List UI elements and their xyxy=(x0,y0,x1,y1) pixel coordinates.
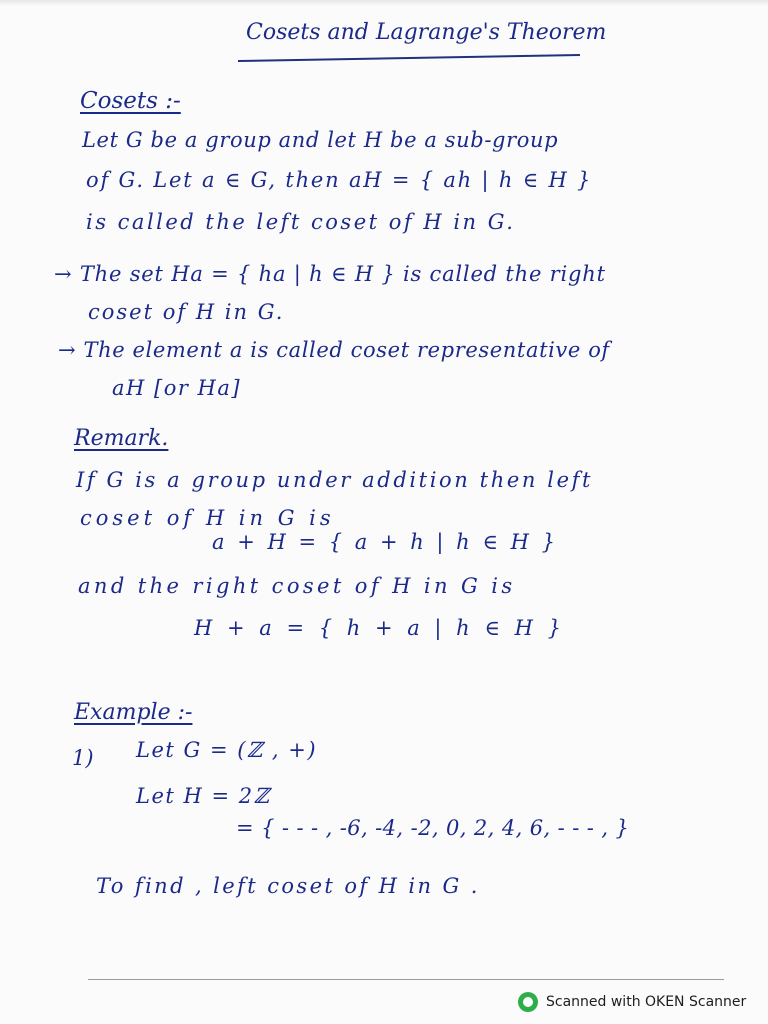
right-coset-formula: H + a = { h + a | h ∈ H } xyxy=(194,616,565,640)
oken-scanner-logo-icon xyxy=(518,992,538,1012)
remark-line-4: and the right coset of H in G is xyxy=(78,574,516,598)
representative-note-line-1: → The element a is called coset representative of xyxy=(58,338,610,362)
representative-note-line-2: aH [or Ha] xyxy=(112,376,242,400)
cosets-line-3: is called the left coset of H in G. xyxy=(86,210,516,234)
scanner-watermark xyxy=(518,990,746,1014)
title-underline xyxy=(238,54,580,62)
remark-heading: Remark. xyxy=(74,426,169,451)
right-coset-note-line-1: → The set Ha = { ha | h ∈ H } is called the right xyxy=(54,262,606,286)
remark-line-2: coset of H in G is xyxy=(80,506,335,530)
example-number: 1) xyxy=(72,746,94,770)
right-coset-note-line-2: coset of H in G. xyxy=(88,300,285,324)
example-line-2: Let H = 2ℤ xyxy=(136,784,271,808)
example-line-1: Let G = (ℤ , +) xyxy=(136,738,318,762)
paper-top-edge xyxy=(0,0,768,6)
cosets-line-1: Let G be a group and let H be a sub-group xyxy=(82,128,559,152)
example-set-listing: = { - - - , -6, -4, -2, 0, 2, 4, 6, - - - , } xyxy=(236,816,630,840)
remark-line-1: If G is a group under addition then left xyxy=(76,468,594,492)
cosets-line-2: of G. Let a ∈ G, then aH = { ah | h ∈ H } xyxy=(86,168,593,192)
scanner-watermark-text: Scanned with OKEN Scanner xyxy=(546,994,747,1010)
cosets-heading: Cosets :- xyxy=(80,88,181,114)
example-line-4: To find , left coset of H in G . xyxy=(96,874,480,898)
page-bottom-rule xyxy=(88,979,724,980)
page-title: Cosets and Lagrange's Theorem xyxy=(246,20,607,45)
left-coset-formula: a + H = { a + h | h ∈ H } xyxy=(212,530,558,554)
example-heading: Example :- xyxy=(74,700,193,725)
